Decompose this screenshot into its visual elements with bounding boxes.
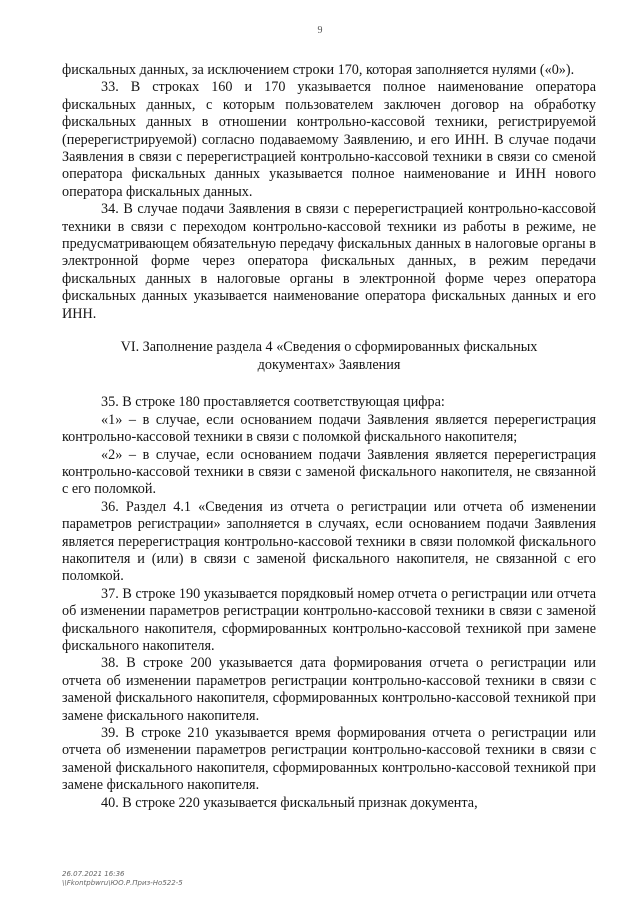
paragraph-39: 39. В строке 210 указывается время формирования отчета о регистрации или отчета об изменении параметров регистрации контрольно-кассовой техники в связи с заменой фискального накопителя, сформированных контрольно-кассовой техникой при замене фискального накопителя. [62, 725, 596, 794]
paragraph-continuation: фискальных данных, за исключением строки 170, которая заполняется нулями («0»). [62, 62, 575, 78]
document-body [62, 62, 596, 812]
footer-timestamp: 26.07.2021 16:36 [62, 870, 125, 878]
file-footer [62, 870, 183, 887]
section-heading: VI. Заполнение раздела 4 «Сведения о сформированных фискальных документах» Заявления [120, 339, 538, 373]
paragraph-35: 35. В строке 180 проставляется соответствующая цифра: [101, 394, 445, 411]
paragraph-33: 33. В строках 160 и 170 указывается полное наименование оператора фискальных данных, с которым пользователем заключен договор на обработку фискальных данных в отношении контрольно-кассовой техники, регистрируемой (перерегистрируемой) согласно подаваемому Заявлению, и его ИНН. В случае подачи Заявления в связи с перерегистрацией контрольно-кассовой техники в связи со сменой оператора фискальных данных указывается полное наименование и ИНН нового оператора фискальных данных. [62, 79, 596, 200]
paragraph-34: 34. В случае подачи Заявления в связи с перерегистрацией контрольно-кассовой техники в связи с переходом контрольно-кассовой техники из работы в режиме, не предусматривающем обязательную передачу фискальных данных в налоговые органы в электронной форме через оператора фискальных данных, в режим передачи фискальных данных в налоговые органы в электронной форме через оператора фискальных данных указывается наименование оператора фискальных данных и его ИНН. [62, 201, 596, 322]
paragraph-35-option-2: «2» – в случае, если основанием подачи Заявления является перерегистрация контрольно-кассовой техники в связи с заменой фискального накопителя, не связанной с его поломкой. [62, 446, 596, 498]
paragraph-38: 38. В строке 200 указывается дата формирования отчета о регистрации или отчета об изменении параметров регистрации контрольно-кассовой техники в связи с заменой фискального накопителя, сформированных контрольно-кассовой техникой при замене фискального накопителя. [62, 655, 596, 724]
paragraph-36: 36. Раздел 4.1 «Сведения из отчета о регистрации или отчета об изменении параметров регистрации» заполняется в случаях, если основанием подачи Заявления является перерегистрация контрольно-кассовой техники в связи поломкой фискального накопителя и (или) в связи с заменой фискального накопителя, не связанной с его поломкой. [62, 498, 596, 585]
footer-file-path: \\Fkontpbwru\ЮО.Р.Приз-Но522-5 [62, 878, 183, 887]
paragraph-35-option-1: «1» – в случае, если основанием подачи Заявления является перерегистрация контрольно-кассовой техники в связи с поломкой фискального накопителя; [62, 411, 596, 446]
paragraph-40: 40. В строке 220 указывается фискальный признак документа, [101, 794, 478, 811]
paragraph-37: 37. В строке 190 указывается порядковый номер отчета о регистрации или отчета об изменении параметров регистрации контрольно-кассовой техники в связи с заменой фискального накопителя, сформированных контрольно-кассовой техникой при замене фискального накопителя. [62, 585, 596, 654]
page-number: 9 [317, 25, 323, 36]
